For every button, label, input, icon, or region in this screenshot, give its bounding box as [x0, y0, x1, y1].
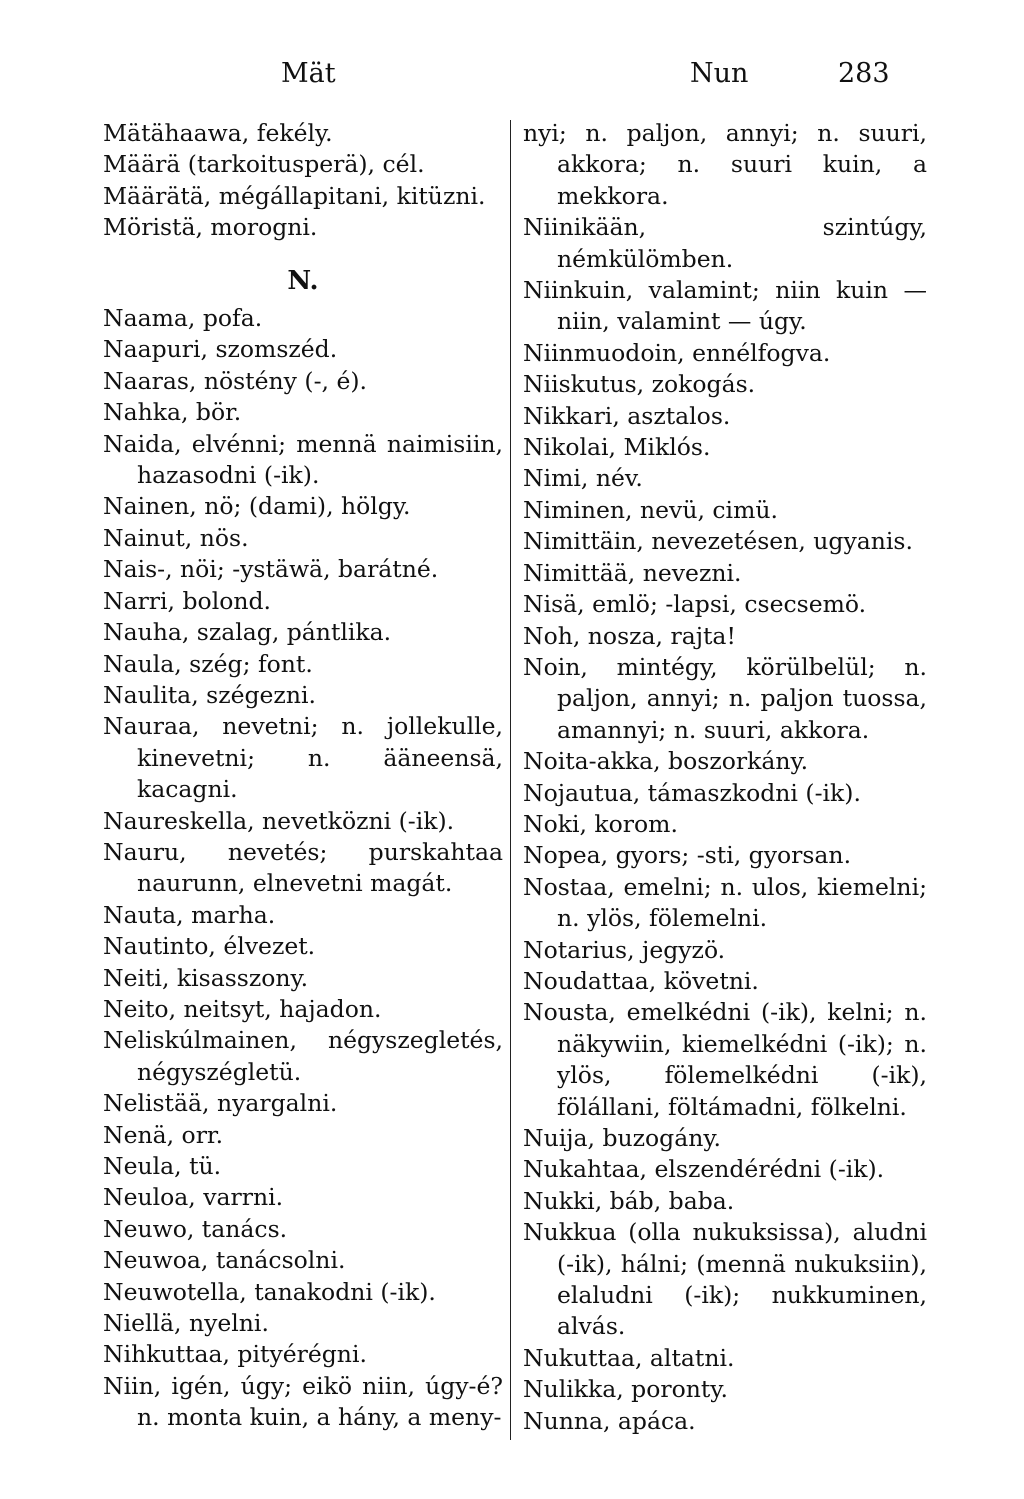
dictionary-entry: Neliskúlmainen, négyszegletés, négyszégletü. — [103, 1026, 503, 1086]
dictionary-entry: Nukkua (olla nukuksissa), aludni (-ik), hálni; (mennä nukuksiin), elaludni (-ik); nukkuminen, alvás. — [523, 1218, 927, 1341]
dictionary-entry: Niinmuodoin, ennélfogva. — [523, 338, 831, 367]
dictionary-entry: Niiskutus, zokogás. — [523, 370, 756, 399]
dictionary-entry: Niinikään, szintúgy, némkülömben. — [523, 213, 927, 273]
dictionary-entry: Möristä, morogni. — [103, 213, 318, 242]
dictionary-entry: Naula, szég; font. — [103, 649, 313, 678]
dictionary-entry: Nisä, emlö; -lapsi, csecsemö. — [523, 590, 867, 619]
dictionary-entry: Nopea, gyors; -sti, gyorsan. — [523, 841, 852, 870]
dictionary-entry: Naama, pofa. — [103, 304, 263, 333]
dictionary-entry: Nunna, apáca. — [523, 1406, 696, 1435]
dictionary-entry-continuation: nyi; n. paljon, annyi; n. suuri, akkora; n. suuri kuin, a mekkora. — [523, 119, 927, 210]
dictionary-entry: Niellä, nyelni. — [103, 1309, 269, 1338]
page-number: 283 — [838, 58, 890, 89]
section-letter-heading: N. — [287, 265, 319, 296]
dictionary-entry: Nahka, bör. — [103, 398, 242, 427]
dictionary-entry: Nikkari, asztalos. — [523, 401, 731, 430]
column-divider — [510, 120, 511, 1440]
dictionary-entry: Naureskella, nevetközni (-ik). — [103, 806, 455, 835]
dictionary-entry: Notarius, jegyzö. — [523, 935, 726, 964]
left-column — [103, 118, 503, 1434]
dictionary-entry: Nihkuttaa, pityérégni. — [103, 1340, 367, 1369]
right-column — [523, 118, 927, 1437]
dictionary-entry: Nojautua, támaszkodni (-ik). — [523, 778, 861, 807]
dictionary-entry: Narri, bolond. — [103, 586, 271, 615]
dictionary-entry: Noudattaa, követni. — [523, 966, 759, 995]
dictionary-entry: Naaras, nöstény (-, é). — [103, 366, 367, 395]
dictionary-entry: Nauha, szalag, pántlika. — [103, 618, 392, 647]
dictionary-entry: Noita-akka, boszorkány. — [523, 747, 809, 776]
dictionary-entry: Määrätä, mégállapitani, kitüzni. — [103, 181, 486, 210]
dictionary-entry: Noki, korom. — [523, 809, 678, 838]
dictionary-entry: Nukahtaa, elszendérédni (-ik). — [523, 1155, 885, 1184]
dictionary-entry: Neito, neitsyt, hajadon. — [103, 994, 382, 1023]
dictionary-entry: Nimittää, nevezni. — [523, 558, 742, 587]
dictionary-entry: Nautinto, élvezet. — [103, 932, 316, 961]
dictionary-entry: Nainen, nö; (dami), hölgy. — [103, 492, 411, 521]
dictionary-entry: Neuwoa, tanácsolni. — [103, 1246, 346, 1275]
dictionary-entry: Nuija, buzogány. — [523, 1124, 721, 1152]
dictionary-entry: Naulita, szégezni. — [103, 680, 316, 709]
dictionary-entry: Nostaa, emelni; n. ulos, kiemelni; n. ylös, fölemelni. — [523, 872, 927, 933]
dictionary-entry: Neuwo, tanács. — [103, 1214, 288, 1243]
dictionary-entry: Nainut, nös. — [103, 523, 249, 552]
dictionary-entry: Niminen, nevü, cimü. — [523, 495, 778, 524]
dictionary-entry: Nukuttaa, altatni. — [523, 1343, 735, 1372]
dictionary-entry: Nimi, név. — [523, 464, 643, 493]
dictionary-entry: Noh, nosza, rajta! — [523, 621, 736, 650]
dictionary-entry: Neuloa, varrni. — [103, 1183, 284, 1212]
header-guide-word-right: Nun — [690, 58, 749, 89]
dictionary-entry: Nukki, báb, baba. — [523, 1186, 735, 1215]
dictionary-entry: Nais-, nöi; -ystäwä, barátné. — [103, 555, 439, 584]
dictionary-entry: Nimittäin, nevezetésen, ugyanis. — [523, 527, 913, 556]
dictionary-entry: Nelistää, nyargalni. — [103, 1089, 338, 1118]
dictionary-entry: Neula, tü. — [103, 1152, 222, 1180]
dictionary-entry: Nauta, marha. — [103, 900, 276, 929]
dictionary-entry: Niin, igén, úgy; eikö niin, úgy-é? n. monta kuin, a hány, a meny- — [103, 1371, 503, 1432]
dictionary-entry: Määrä (tarkoitusperä), cél. — [103, 150, 425, 179]
dictionary-entry: Nulikka, poronty. — [523, 1375, 728, 1404]
dictionary-entry: Nikolai, Miklós. — [523, 433, 711, 462]
header-guide-word-left: Mät — [281, 58, 336, 89]
dictionary-entry: Neiti, kisasszony. — [103, 963, 309, 992]
dictionary-entry: Naida, elvénni; mennä naimisiin, hazasodni (-ik). — [103, 429, 503, 490]
dictionary-entry: Nenä, orr. — [103, 1120, 224, 1149]
dictionary-entry: Noin, mintégy, körülbelül; n. paljon, annyi; n. paljon tuossa, amannyi; n. suuri, akkora. — [523, 652, 927, 744]
dictionary-entry: Nauraa, nevetni; n. jollekulle, kinevetni; n. ääneensä, kacagni. — [103, 712, 503, 804]
dictionary-entry: Neuwotella, tanakodni (-ik). — [103, 1277, 436, 1306]
page-header — [0, 58, 1024, 98]
dictionary-entry: Mätähaawa, fekély. — [103, 119, 333, 147]
dictionary-entry: Naapuri, szomszéd. — [103, 335, 338, 364]
dictionary-entry: Nousta, emelkédni (-ik), kelni; n. näkywiin, kiemelkédni (-ik); n. ylös, fölemelkédni (-ik), fölállani, föltámadni, fölkelni. — [523, 998, 927, 1121]
dictionary-entry: Niinkuin, valamint; niin kuin — niin, valamint — úgy. — [523, 276, 927, 336]
dictionary-entry: Nauru, nevetés; purskahtaa naurunn, elnevetni magát. — [103, 837, 503, 898]
